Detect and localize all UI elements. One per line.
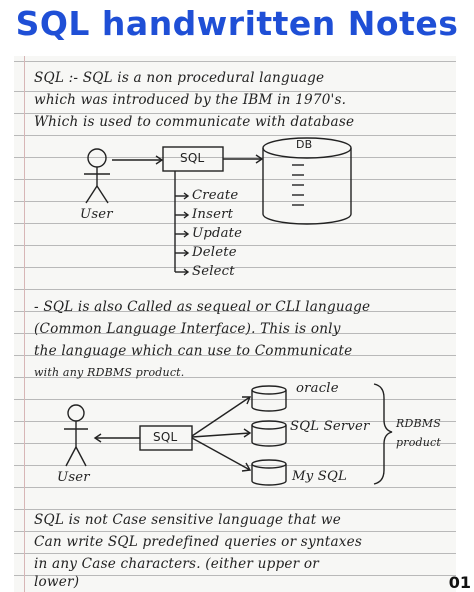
user-label-2: User (57, 470, 90, 485)
command-update: Update (192, 226, 243, 241)
brace-icon (374, 384, 392, 484)
para2-line-1: - SQL is also Called as sequeal or CLI language (34, 299, 371, 315)
command-create: Create (192, 188, 239, 203)
page-title: SQL handwritten Notes (15, 4, 459, 43)
para3-line-3: in any Case characters. (either upper or (34, 556, 319, 572)
page-number: 01 (448, 573, 471, 592)
user-label-1: User (80, 207, 113, 222)
para3-line-1: SQL is not Case sensitive language that we (34, 512, 341, 528)
sql-box-label-2: SQL (153, 430, 178, 444)
product-mysql: My SQL (292, 469, 347, 484)
brace-label-line-2: product (396, 436, 442, 449)
para1-line-2: which was introduced by the IBM in 1970's. (34, 92, 347, 108)
para1-line-3: Which is used to communicate with database (34, 114, 355, 130)
product-oracle: oracle (296, 381, 339, 396)
brace-label-line-1: RDBMS (396, 417, 441, 430)
para2-line-2: (Common Language Interface). This is only (34, 321, 341, 337)
para3-line-4: lower) (34, 574, 80, 590)
sql-box-label-1: SQL (180, 151, 205, 165)
para2-line-4: with any RDBMS product. (34, 366, 185, 379)
user-head-icon-2 (68, 405, 84, 421)
db-label: DB (296, 138, 313, 151)
command-insert: Insert (192, 207, 234, 222)
para3-line-2: Can write SQL predefined queries or syntaxes (34, 534, 363, 550)
para1-line-1: SQL :- SQL is a non procedural language (34, 70, 325, 86)
command-delete: Delete (192, 245, 237, 260)
para2-line-3: the language which can use to Communicate (34, 343, 353, 359)
product-sql-server: SQL Server (290, 419, 370, 434)
command-select: Select (192, 264, 235, 279)
